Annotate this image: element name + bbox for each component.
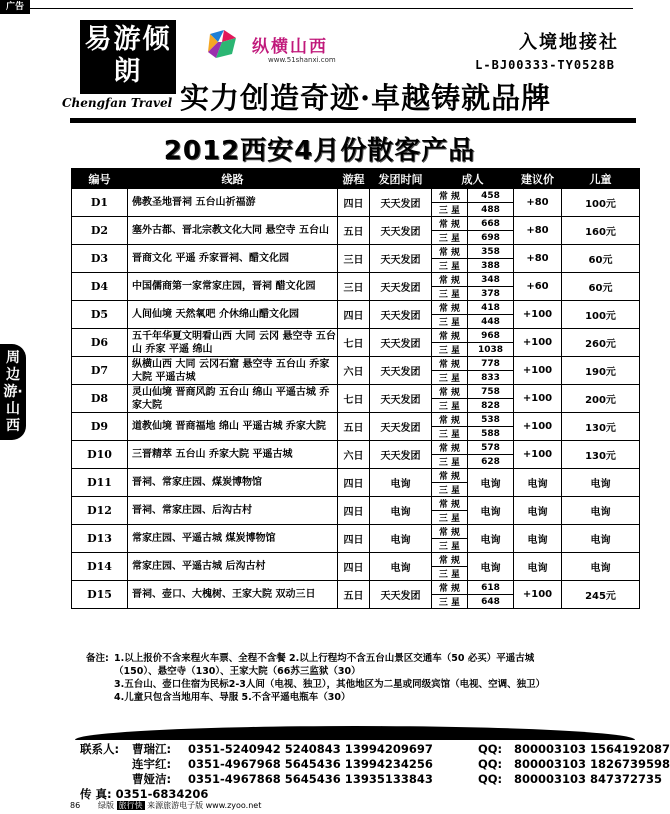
price-level: 常 规 [432, 553, 468, 567]
qq-label: QQ: [478, 757, 503, 771]
route-code: D2 [72, 217, 128, 245]
contact-row [80, 742, 670, 757]
footer [70, 800, 261, 811]
suggested-markup: 电询 [514, 497, 562, 525]
contact-name: 连宇红: [132, 757, 172, 771]
table-row [72, 441, 640, 455]
header-child: 儿童 [562, 169, 640, 189]
route-name: 塞外古都、晋北宗教文化大同 悬空寺 五台山 [128, 217, 338, 245]
section-name: 绿版 [98, 801, 114, 810]
price-level: 三 星 [432, 259, 468, 273]
header-route: 线路 [128, 169, 338, 189]
table-row [72, 217, 640, 231]
route-name: 晋商文化 平遥 乔家晋祠、醋文化园 [128, 245, 338, 273]
page-number: 86 [70, 801, 81, 810]
side-tab: 周边游·山西 [0, 344, 26, 440]
adult-price: 1038 [468, 343, 514, 357]
route-code: D5 [72, 301, 128, 329]
header-adult: 成人 [432, 169, 514, 189]
adult-price: 418 [468, 301, 514, 315]
table-row [72, 301, 640, 315]
route-name: 晋祠、常家庄园、煤炭博物馆 [128, 469, 338, 497]
table-row [72, 357, 640, 371]
adult-price: 648 [468, 595, 514, 609]
suggested-markup: +100 [514, 413, 562, 441]
price-level: 常 规 [432, 581, 468, 595]
price-level: 三 星 [432, 343, 468, 357]
ad-tag: 广告 [0, 0, 30, 14]
adult-price: 358 [468, 245, 514, 259]
route-code: D14 [72, 553, 128, 581]
departure-schedule: 天天发团 [370, 357, 432, 385]
trip-days: 五日 [338, 413, 370, 441]
price-level: 常 规 [432, 385, 468, 399]
contact-name: 曹娅洁: [132, 772, 172, 786]
child-price: 电询 [562, 469, 640, 497]
route-code: D7 [72, 357, 128, 385]
route-code: D1 [72, 189, 128, 217]
partner-logo [206, 24, 366, 70]
adult-price: 698 [468, 231, 514, 245]
price-level: 常 规 [432, 189, 468, 203]
adult-price: 588 [468, 427, 514, 441]
child-price: 130元 [562, 441, 640, 469]
table-row [72, 497, 640, 511]
trip-days: 六日 [338, 357, 370, 385]
adult-price: 618 [468, 581, 514, 595]
header-days: 游程 [338, 169, 370, 189]
route-code: D13 [72, 525, 128, 553]
price-level: 常 规 [432, 245, 468, 259]
price-level: 三 星 [432, 539, 468, 553]
contact-divider [75, 726, 635, 740]
price-level: 三 星 [432, 287, 468, 301]
price-level: 常 规 [432, 497, 468, 511]
table-row [72, 245, 640, 259]
price-level: 三 星 [432, 455, 468, 469]
price-level: 三 星 [432, 567, 468, 581]
price-level: 三 星 [432, 315, 468, 329]
departure-schedule: 天天发团 [370, 301, 432, 329]
child-price: 160元 [562, 217, 640, 245]
route-name: 佛教圣地晋祠 五台山祈福游 [128, 189, 338, 217]
table-row [72, 525, 640, 539]
price-level: 三 星 [432, 483, 468, 497]
qq-label: QQ: [478, 772, 503, 786]
route-name: 中国儒商第一家常家庄园，晋祠 醋文化园 [128, 273, 338, 301]
route-code: D9 [72, 413, 128, 441]
trip-days: 六日 [338, 441, 370, 469]
price-level: 三 星 [432, 371, 468, 385]
departure-schedule: 天天发团 [370, 189, 432, 217]
route-code: D11 [72, 469, 128, 497]
trip-days: 四日 [338, 189, 370, 217]
note-line: 3.五台山、壶口住宿为民标2-3人间（电视、独卫），其他地区为二星或同级宾馆（电视、空调、独卫） [114, 679, 546, 690]
departure-schedule: 天天发团 [370, 217, 432, 245]
suggested-markup: +100 [514, 581, 562, 609]
adult-price: 电询 [468, 525, 514, 553]
route-name: 晋祠、壶口、大槐树、王家大院 双动三日 [128, 581, 338, 609]
adult-price: 电询 [468, 469, 514, 497]
departure-schedule: 天天发团 [370, 385, 432, 413]
route-code: D12 [72, 497, 128, 525]
table-row [72, 413, 640, 427]
route-code: D10 [72, 441, 128, 469]
header-suggest: 建议价 [514, 169, 562, 189]
product-table [71, 168, 640, 609]
partner-url: www.51shanxi.com [268, 56, 336, 64]
route-name: 常家庄园、平遥古城 后沟古村 [128, 553, 338, 581]
trip-days: 三日 [338, 273, 370, 301]
trip-days: 五日 [338, 217, 370, 245]
child-price: 电询 [562, 553, 640, 581]
suggested-markup: +80 [514, 245, 562, 273]
route-code: D3 [72, 245, 128, 273]
adult-price: 828 [468, 399, 514, 413]
contact-qq: 800003103 1826739598 [514, 757, 670, 771]
child-price: 130元 [562, 413, 640, 441]
table-row [72, 469, 640, 483]
table-row [72, 581, 640, 595]
trip-days: 七日 [338, 385, 370, 413]
child-price: 260元 [562, 329, 640, 357]
price-level: 常 规 [432, 413, 468, 427]
suggested-markup: +100 [514, 441, 562, 469]
price-level: 常 规 [432, 525, 468, 539]
adult-price: 538 [468, 413, 514, 427]
table-row [72, 273, 640, 287]
child-price: 245元 [562, 581, 640, 609]
trip-days: 七日 [338, 329, 370, 357]
suggested-markup: +100 [514, 301, 562, 329]
price-level: 常 规 [432, 301, 468, 315]
trip-days: 四日 [338, 301, 370, 329]
contact-phones: 0351-4967868 5645436 13935133843 [188, 772, 433, 786]
header-schedule: 发团时间 [370, 169, 432, 189]
departure-schedule: 天天发团 [370, 245, 432, 273]
notes-label: 备注: [86, 653, 109, 664]
contact-phones: 0351-5240942 5240843 13994209697 [188, 742, 433, 756]
notes [88, 652, 628, 704]
contact-name: 曹瑞江: [132, 742, 172, 756]
route-code: D6 [72, 329, 128, 357]
price-level: 常 规 [432, 357, 468, 371]
departure-schedule: 电询 [370, 469, 432, 497]
qq-label: QQ: [478, 742, 503, 756]
departure-schedule: 天天发团 [370, 441, 432, 469]
fax-label: 传 真: [80, 787, 112, 801]
adult-price: 668 [468, 217, 514, 231]
adult-price: 758 [468, 385, 514, 399]
contact-phones: 0351-4967968 5645436 13994234256 [188, 757, 433, 771]
slogan: 实力创造奇迹·卓越铸就品牌 [180, 81, 552, 115]
route-name: 三晋精萃 五台山 乔家大院 平遥古城 [128, 441, 338, 469]
header-rule [70, 118, 636, 123]
departure-schedule: 电询 [370, 497, 432, 525]
adult-price: 348 [468, 273, 514, 287]
adult-price: 458 [468, 189, 514, 203]
child-price: 100元 [562, 189, 640, 217]
adult-price: 488 [468, 203, 514, 217]
departure-schedule: 天天发团 [370, 329, 432, 357]
route-name: 常家庄园、平遥古城 煤炭博物馆 [128, 525, 338, 553]
price-level: 三 星 [432, 231, 468, 245]
agency-title: 入境地接社 [519, 32, 619, 53]
child-price: 190元 [562, 357, 640, 385]
price-level: 三 星 [432, 427, 468, 441]
suggested-markup: +80 [514, 189, 562, 217]
suggested-markup: +100 [514, 385, 562, 413]
price-level: 三 星 [432, 595, 468, 609]
partner-name: 纵横山西 [252, 37, 328, 57]
trip-days: 五日 [338, 581, 370, 609]
footer-tag: 旅行快 [118, 801, 143, 810]
adult-price: 电询 [468, 497, 514, 525]
note-line: 1.以上报价不含来程火车票、全程不含餐 2.以上行程均不含五台山景区交通车（50 必买）平遥古城 [114, 653, 535, 664]
adult-price: 968 [468, 329, 514, 343]
price-level: 常 规 [432, 329, 468, 343]
contact-qq: 800003103 847372735 [514, 772, 663, 786]
trip-days: 四日 [338, 497, 370, 525]
table-row [72, 329, 640, 343]
price-level: 三 星 [432, 399, 468, 413]
departure-schedule: 天天发团 [370, 413, 432, 441]
route-code: D15 [72, 581, 128, 609]
child-price: 60元 [562, 245, 640, 273]
note-line: （150）、悬空寺（130）、王家大院（66苏三监狱（30） [114, 666, 361, 677]
header-divider [30, 8, 633, 9]
suggested-markup: 电询 [514, 553, 562, 581]
departure-schedule: 电询 [370, 525, 432, 553]
trip-days: 四日 [338, 469, 370, 497]
adult-price: 778 [468, 357, 514, 371]
route-code: D4 [72, 273, 128, 301]
child-price: 电询 [562, 497, 640, 525]
price-level: 常 规 [432, 469, 468, 483]
adult-price: 833 [468, 371, 514, 385]
child-price: 60元 [562, 273, 640, 301]
footer-text: 来源旅游电子版 www.zyoo.net [147, 801, 262, 810]
price-level: 常 规 [432, 441, 468, 455]
contacts-label: 联系人: [80, 742, 120, 756]
header-code: 编号 [72, 169, 128, 189]
fax-number: 0351-6834206 [115, 787, 209, 801]
route-name: 晋祠、常家庄园、后沟古村 [128, 497, 338, 525]
trip-days: 四日 [338, 553, 370, 581]
contact-qq: 800003103 1564192087 [514, 742, 670, 756]
suggested-markup: +80 [514, 217, 562, 245]
adult-price: 378 [468, 287, 514, 301]
adult-price: 448 [468, 315, 514, 329]
table-header-row [72, 169, 640, 189]
company-english-name: Chengfan Travel [62, 96, 173, 110]
route-name: 道教仙境 晋商福地 绵山 平遥古城 乔家大院 [128, 413, 338, 441]
price-level: 三 星 [432, 511, 468, 525]
departure-schedule: 电询 [370, 553, 432, 581]
adult-price: 628 [468, 455, 514, 469]
adult-price: 578 [468, 441, 514, 455]
price-level: 常 规 [432, 217, 468, 231]
trip-days: 四日 [338, 525, 370, 553]
suggested-markup: +100 [514, 357, 562, 385]
table-row [72, 385, 640, 399]
note-line: 4.儿童只包含当地用车、导服 5.不含平遥电瓶车（30） [114, 692, 351, 703]
contacts [80, 742, 670, 787]
company-logo: 易游倾朗 [80, 20, 176, 94]
table-row [72, 553, 640, 567]
child-price: 100元 [562, 301, 640, 329]
partner-logo-icon [206, 28, 240, 62]
contact-row [80, 757, 670, 772]
license-number: L-BJ00333-TY0528B [475, 58, 615, 72]
route-code: D8 [72, 385, 128, 413]
price-level: 常 规 [432, 273, 468, 287]
departure-schedule: 天天发团 [370, 273, 432, 301]
child-price: 电询 [562, 525, 640, 553]
route-name: 人间仙境 天然氧吧 介休绵山醋文化园 [128, 301, 338, 329]
departure-schedule: 天天发团 [370, 581, 432, 609]
suggested-markup: +100 [514, 329, 562, 357]
price-level: 三 星 [432, 203, 468, 217]
route-name: 灵山仙境 晋商风韵 五台山 绵山 平遥古城 乔家大院 [128, 385, 338, 413]
adult-price: 电询 [468, 553, 514, 581]
suggested-markup: +60 [514, 273, 562, 301]
suggested-markup: 电询 [514, 469, 562, 497]
table-row [72, 189, 640, 203]
route-name: 纵横山西 大同 云冈石窟 悬空寺 五台山 乔家大院 平遥古城 [128, 357, 338, 385]
suggested-markup: 电询 [514, 525, 562, 553]
trip-days: 三日 [338, 245, 370, 273]
product-title: 2012西安4月份散客产品 [163, 136, 476, 166]
adult-price: 388 [468, 259, 514, 273]
contact-row [80, 772, 670, 787]
route-name: 五千年华夏文明看山西 大同 云冈 悬空寺 五台山 乔家 平遥 绵山 [128, 329, 338, 357]
child-price: 200元 [562, 385, 640, 413]
